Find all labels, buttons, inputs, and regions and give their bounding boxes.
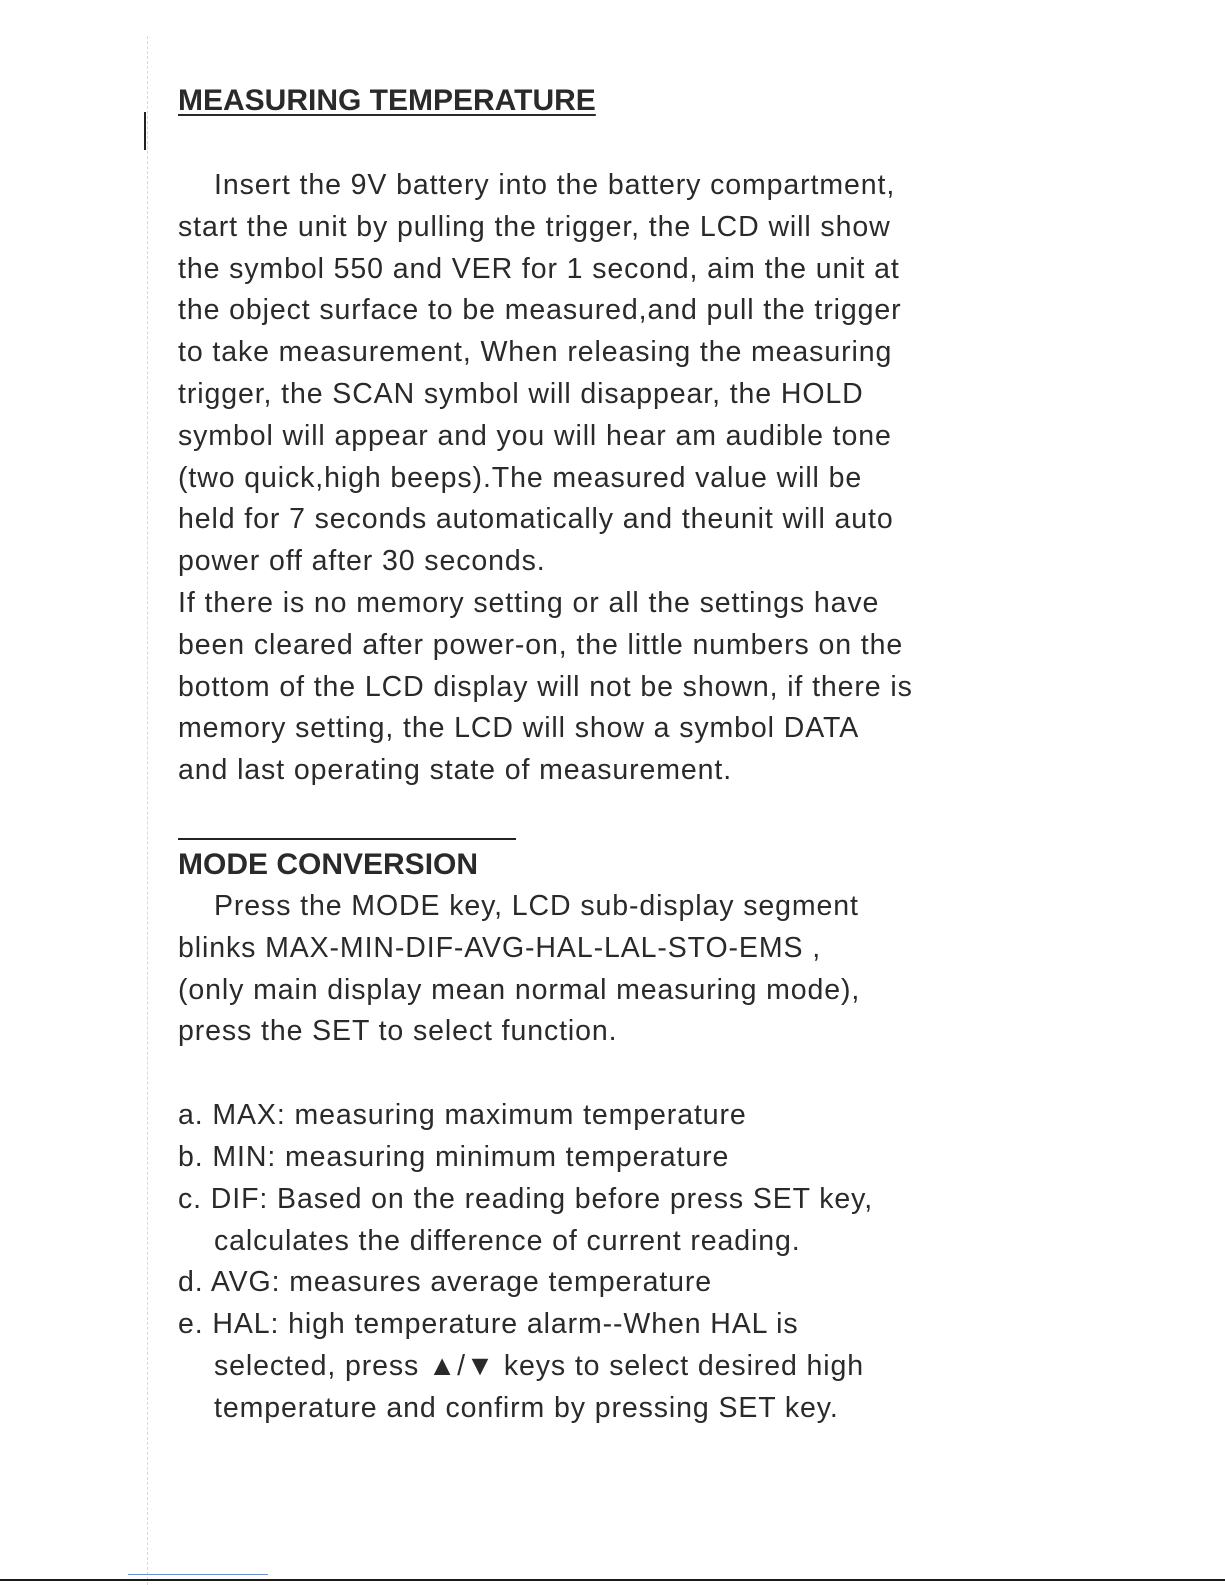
paragraph-line: the object surface to be measured,and pull the trigger xyxy=(178,294,902,327)
paragraph-line: symbol will appear and you will hear am audible tone xyxy=(178,419,892,452)
list-item xyxy=(178,1262,1078,1304)
paragraph-line: to take measurement, When releasing the measuring xyxy=(178,336,893,369)
paragraph-line: memory setting, the LCD will show a symbol DATA xyxy=(178,712,860,745)
page-margin-mark xyxy=(144,112,146,150)
paragraph-line: blinks MAX-MIN-DIF-AVG-HAL-LAL-STO-EMS , xyxy=(178,931,822,964)
paragraph-mode-conversion xyxy=(178,886,1078,1053)
paragraph-line: trigger, the SCAN symbol will disappear, the HOLD xyxy=(178,377,864,410)
list-item xyxy=(178,1095,1078,1137)
list-item-text: b. MIN: measuring minimum temperature xyxy=(178,1140,730,1173)
paragraph-line: power off after 30 seconds. xyxy=(178,545,546,578)
paragraph-memory-setting xyxy=(178,583,1078,792)
paragraph-line: Insert the 9V battery into the battery compartment, xyxy=(214,169,896,201)
paragraph-line: been cleared after power-on, the little numbers on the xyxy=(178,628,904,661)
paragraph-line: and last operating state of measurement. xyxy=(178,754,733,787)
list-item xyxy=(178,1304,1078,1429)
paragraph-line: the symbol 550 and VER for 1 second, aim the unit at xyxy=(178,252,900,285)
paragraph-line: held for 7 seconds automatically and theunit will auto xyxy=(178,503,894,536)
page-edge-guide xyxy=(147,36,148,1585)
document-content xyxy=(178,80,1078,1430)
list-item-text: temperature and confirm by pressing SET key. xyxy=(214,1391,839,1424)
list-item xyxy=(178,1137,1078,1179)
paragraph-line: start the unit by pulling the trigger, the LCD will show xyxy=(178,210,891,243)
list-item-text: c. DIF: Based on the reading before press SET key, xyxy=(178,1182,874,1215)
paragraph-line: press the SET to select function. xyxy=(178,1015,618,1048)
paragraph-line: If there is no memory setting or all the settings have xyxy=(178,586,880,619)
paragraph-measuring-intro xyxy=(178,165,1078,583)
function-list xyxy=(178,1095,1078,1429)
section-heading-measuring-temperature: MEASURING TEMPERATURE xyxy=(178,84,596,117)
page-bottom-rule xyxy=(0,1579,1225,1581)
list-item-text: a. MAX: measuring maximum temperature xyxy=(178,1099,747,1132)
list-item-text: e. HAL: high temperature alarm--When HAL is xyxy=(178,1308,799,1341)
paragraph-line: bottom of the LCD display will not be shown, if there is xyxy=(178,670,913,703)
paragraph-line: Press the MODE key, LCD sub-display segment xyxy=(214,889,859,922)
paragraph-line: (two quick,high beeps).The measured value will be xyxy=(178,461,863,494)
section-divider xyxy=(178,838,516,840)
list-item-text: selected, press ▲/▼ keys to select desired high xyxy=(214,1349,864,1382)
paragraph-line: (only main display mean normal measuring mode), xyxy=(178,973,861,1006)
list-item-text: d. AVG: measures average temperature xyxy=(178,1266,713,1299)
list-item-text: calculates the difference of current reading. xyxy=(214,1224,801,1257)
list-item xyxy=(178,1179,1078,1263)
bottom-mark xyxy=(128,1574,268,1575)
section-heading-mode-conversion: MODE CONVERSION xyxy=(178,847,479,881)
